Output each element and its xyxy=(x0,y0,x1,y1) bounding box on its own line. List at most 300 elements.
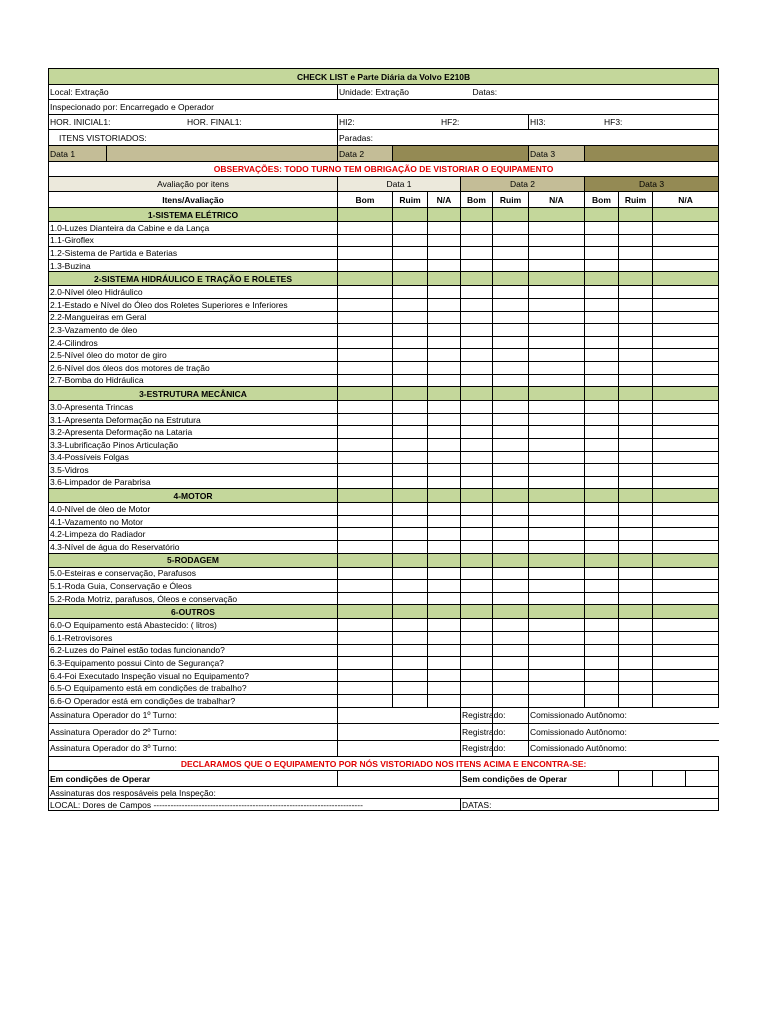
check-cell[interactable] xyxy=(493,247,529,260)
check-cell[interactable] xyxy=(393,632,428,645)
datas-field[interactable]: Datas: xyxy=(461,85,719,100)
horimetro-row-1[interactable] xyxy=(49,115,338,130)
sem-condicoes-box[interactable] xyxy=(653,771,686,787)
check-cell[interactable] xyxy=(585,657,619,670)
check-cell[interactable] xyxy=(653,336,719,349)
data3-field[interactable] xyxy=(585,146,719,162)
check-cell[interactable] xyxy=(619,361,653,374)
check-cell[interactable] xyxy=(461,298,493,311)
check-cell[interactable] xyxy=(393,503,428,516)
check-cell[interactable] xyxy=(619,438,653,451)
check-cell[interactable] xyxy=(338,632,393,645)
check-cell[interactable] xyxy=(619,580,653,593)
check-cell[interactable] xyxy=(493,476,529,489)
check-cell[interactable] xyxy=(619,401,653,414)
check-cell[interactable] xyxy=(493,503,529,516)
signature-field[interactable] xyxy=(338,740,461,757)
check-cell[interactable] xyxy=(653,464,719,477)
assinaturas-field[interactable]: Assinaturas dos resposáveis pela Inspeção: xyxy=(49,787,719,799)
check-cell[interactable] xyxy=(529,286,585,299)
check-cell[interactable] xyxy=(585,374,619,387)
check-cell[interactable] xyxy=(338,451,393,464)
check-cell[interactable] xyxy=(529,374,585,387)
check-cell[interactable] xyxy=(585,644,619,657)
check-cell[interactable] xyxy=(653,695,719,708)
data2-field[interactable] xyxy=(393,146,529,162)
check-cell[interactable] xyxy=(619,311,653,324)
check-cell[interactable] xyxy=(393,695,428,708)
check-cell[interactable] xyxy=(585,286,619,299)
check-cell[interactable] xyxy=(461,374,493,387)
check-cell[interactable] xyxy=(461,311,493,324)
check-cell[interactable] xyxy=(585,247,619,260)
check-cell[interactable] xyxy=(653,311,719,324)
check-cell[interactable] xyxy=(338,311,393,324)
check-cell[interactable] xyxy=(461,632,493,645)
check-cell[interactable] xyxy=(393,361,428,374)
inspecionado-field[interactable]: Inspecionado por: Encarregado e Operador xyxy=(49,100,719,115)
check-cell[interactable] xyxy=(393,541,428,554)
check-cell[interactable] xyxy=(428,476,461,489)
check-cell[interactable] xyxy=(338,324,393,337)
check-cell[interactable] xyxy=(428,644,461,657)
check-cell[interactable] xyxy=(393,567,428,580)
check-cell[interactable] xyxy=(653,619,719,632)
check-cell[interactable] xyxy=(428,619,461,632)
horimetro-row-2[interactable] xyxy=(338,115,529,130)
check-cell[interactable] xyxy=(653,426,719,439)
check-cell[interactable] xyxy=(493,528,529,541)
check-cell[interactable] xyxy=(338,541,393,554)
check-cell[interactable] xyxy=(428,567,461,580)
check-cell[interactable] xyxy=(585,298,619,311)
unidade-field[interactable]: Unidade: Extração xyxy=(338,85,461,100)
check-cell[interactable] xyxy=(653,476,719,489)
check-cell[interactable] xyxy=(428,401,461,414)
check-cell[interactable] xyxy=(529,528,585,541)
check-cell[interactable] xyxy=(653,374,719,387)
check-cell[interactable] xyxy=(428,413,461,426)
local-field[interactable]: Local: Extração xyxy=(49,85,338,100)
check-cell[interactable] xyxy=(493,401,529,414)
check-cell[interactable] xyxy=(461,259,493,272)
check-cell[interactable] xyxy=(529,567,585,580)
check-cell[interactable] xyxy=(653,528,719,541)
check-cell[interactable] xyxy=(529,669,585,682)
check-cell[interactable] xyxy=(529,682,585,695)
check-cell[interactable] xyxy=(338,669,393,682)
check-cell[interactable] xyxy=(428,657,461,670)
check-cell[interactable] xyxy=(393,222,428,235)
check-cell[interactable] xyxy=(338,438,393,451)
check-cell[interactable] xyxy=(428,682,461,695)
check-cell[interactable] xyxy=(493,567,529,580)
check-cell[interactable] xyxy=(619,619,653,632)
check-cell[interactable] xyxy=(493,426,529,439)
check-cell[interactable] xyxy=(393,413,428,426)
check-cell[interactable] xyxy=(585,311,619,324)
check-cell[interactable] xyxy=(529,324,585,337)
check-cell[interactable] xyxy=(428,324,461,337)
check-cell[interactable] xyxy=(585,515,619,528)
check-cell[interactable] xyxy=(461,592,493,605)
check-cell[interactable] xyxy=(585,349,619,362)
check-cell[interactable] xyxy=(393,515,428,528)
check-cell[interactable] xyxy=(529,503,585,516)
check-cell[interactable] xyxy=(493,619,529,632)
check-cell[interactable] xyxy=(529,476,585,489)
check-cell[interactable] xyxy=(493,464,529,477)
check-cell[interactable] xyxy=(585,426,619,439)
check-cell[interactable] xyxy=(393,682,428,695)
check-cell[interactable] xyxy=(461,286,493,299)
check-cell[interactable] xyxy=(653,580,719,593)
check-cell[interactable] xyxy=(338,476,393,489)
check-cell[interactable] xyxy=(585,669,619,682)
check-cell[interactable] xyxy=(653,234,719,247)
check-cell[interactable] xyxy=(461,361,493,374)
paradas-field[interactable]: Paradas: xyxy=(338,130,719,146)
check-cell[interactable] xyxy=(529,632,585,645)
check-cell[interactable] xyxy=(493,682,529,695)
check-cell[interactable] xyxy=(653,632,719,645)
check-cell[interactable] xyxy=(585,324,619,337)
check-cell[interactable] xyxy=(461,580,493,593)
check-cell[interactable] xyxy=(461,413,493,426)
check-cell[interactable] xyxy=(461,438,493,451)
check-cell[interactable] xyxy=(585,413,619,426)
check-cell[interactable] xyxy=(493,451,529,464)
check-cell[interactable] xyxy=(619,247,653,260)
check-cell[interactable] xyxy=(393,592,428,605)
check-cell[interactable] xyxy=(585,541,619,554)
check-cell[interactable] xyxy=(529,657,585,670)
check-cell[interactable] xyxy=(653,451,719,464)
check-cell[interactable] xyxy=(393,336,428,349)
check-cell[interactable] xyxy=(428,234,461,247)
check-cell[interactable] xyxy=(493,311,529,324)
check-cell[interactable] xyxy=(393,644,428,657)
check-cell[interactable] xyxy=(338,401,393,414)
check-cell[interactable] xyxy=(393,426,428,439)
check-cell[interactable] xyxy=(338,247,393,260)
check-cell[interactable] xyxy=(653,567,719,580)
check-cell[interactable] xyxy=(619,528,653,541)
check-cell[interactable] xyxy=(653,324,719,337)
check-cell[interactable] xyxy=(338,464,393,477)
check-cell[interactable] xyxy=(428,632,461,645)
check-cell[interactable] xyxy=(461,682,493,695)
check-cell[interactable] xyxy=(428,259,461,272)
check-cell[interactable] xyxy=(393,657,428,670)
check-cell[interactable] xyxy=(428,541,461,554)
check-cell[interactable] xyxy=(529,695,585,708)
check-cell[interactable] xyxy=(585,503,619,516)
check-cell[interactable] xyxy=(338,619,393,632)
check-cell[interactable] xyxy=(493,222,529,235)
check-cell[interactable] xyxy=(461,695,493,708)
check-cell[interactable] xyxy=(338,695,393,708)
check-cell[interactable] xyxy=(653,503,719,516)
check-cell[interactable] xyxy=(338,592,393,605)
check-cell[interactable] xyxy=(393,476,428,489)
check-cell[interactable] xyxy=(619,644,653,657)
check-cell[interactable] xyxy=(619,592,653,605)
check-cell[interactable] xyxy=(393,324,428,337)
check-cell[interactable] xyxy=(619,298,653,311)
check-cell[interactable] xyxy=(461,541,493,554)
check-cell[interactable] xyxy=(428,438,461,451)
check-cell[interactable] xyxy=(619,695,653,708)
check-cell[interactable] xyxy=(428,247,461,260)
sem-condicoes-box[interactable] xyxy=(619,771,653,787)
check-cell[interactable] xyxy=(393,619,428,632)
check-cell[interactable] xyxy=(653,298,719,311)
data1-field[interactable] xyxy=(107,146,338,162)
check-cell[interactable] xyxy=(393,374,428,387)
check-cell[interactable] xyxy=(461,349,493,362)
check-cell[interactable] xyxy=(585,361,619,374)
check-cell[interactable] xyxy=(428,222,461,235)
check-cell[interactable] xyxy=(529,311,585,324)
check-cell[interactable] xyxy=(338,361,393,374)
check-cell[interactable] xyxy=(461,644,493,657)
check-cell[interactable] xyxy=(653,286,719,299)
check-cell[interactable] xyxy=(493,592,529,605)
check-cell[interactable] xyxy=(428,464,461,477)
check-cell[interactable] xyxy=(585,464,619,477)
check-cell[interactable] xyxy=(619,286,653,299)
check-cell[interactable] xyxy=(619,503,653,516)
check-cell[interactable] xyxy=(653,515,719,528)
check-cell[interactable] xyxy=(619,682,653,695)
check-cell[interactable] xyxy=(461,234,493,247)
check-cell[interactable] xyxy=(585,476,619,489)
check-cell[interactable] xyxy=(428,374,461,387)
check-cell[interactable] xyxy=(653,644,719,657)
check-cell[interactable] xyxy=(393,349,428,362)
check-cell[interactable] xyxy=(393,286,428,299)
check-cell[interactable] xyxy=(461,464,493,477)
check-cell[interactable] xyxy=(653,682,719,695)
check-cell[interactable] xyxy=(461,657,493,670)
check-cell[interactable] xyxy=(619,349,653,362)
check-cell[interactable] xyxy=(393,580,428,593)
check-cell[interactable] xyxy=(653,669,719,682)
check-cell[interactable] xyxy=(493,644,529,657)
check-cell[interactable] xyxy=(461,567,493,580)
check-cell[interactable] xyxy=(585,567,619,580)
signature-field[interactable] xyxy=(338,707,461,724)
check-cell[interactable] xyxy=(619,476,653,489)
check-cell[interactable] xyxy=(529,247,585,260)
check-cell[interactable] xyxy=(338,515,393,528)
check-cell[interactable] xyxy=(493,657,529,670)
check-cell[interactable] xyxy=(338,413,393,426)
check-cell[interactable] xyxy=(338,298,393,311)
check-cell[interactable] xyxy=(393,669,428,682)
check-cell[interactable] xyxy=(619,657,653,670)
check-cell[interactable] xyxy=(653,657,719,670)
check-cell[interactable] xyxy=(653,222,719,235)
check-cell[interactable] xyxy=(428,311,461,324)
datas-footer-field[interactable]: DATAS: xyxy=(461,799,719,811)
check-cell[interactable] xyxy=(493,349,529,362)
check-cell[interactable] xyxy=(619,632,653,645)
check-cell[interactable] xyxy=(529,336,585,349)
sem-condicoes-box[interactable] xyxy=(686,771,719,787)
check-cell[interactable] xyxy=(461,401,493,414)
check-cell[interactable] xyxy=(461,503,493,516)
check-cell[interactable] xyxy=(393,234,428,247)
check-cell[interactable] xyxy=(493,336,529,349)
check-cell[interactable] xyxy=(493,374,529,387)
check-cell[interactable] xyxy=(619,336,653,349)
check-cell[interactable] xyxy=(493,259,529,272)
check-cell[interactable] xyxy=(338,567,393,580)
check-cell[interactable] xyxy=(585,695,619,708)
check-cell[interactable] xyxy=(461,336,493,349)
check-cell[interactable] xyxy=(393,401,428,414)
check-cell[interactable] xyxy=(428,361,461,374)
check-cell[interactable] xyxy=(529,644,585,657)
check-cell[interactable] xyxy=(529,592,585,605)
check-cell[interactable] xyxy=(619,515,653,528)
check-cell[interactable] xyxy=(428,669,461,682)
check-cell[interactable] xyxy=(338,259,393,272)
check-cell[interactable] xyxy=(338,374,393,387)
check-cell[interactable] xyxy=(461,476,493,489)
check-cell[interactable] xyxy=(529,438,585,451)
check-cell[interactable] xyxy=(529,361,585,374)
check-cell[interactable] xyxy=(428,426,461,439)
check-cell[interactable] xyxy=(529,619,585,632)
check-cell[interactable] xyxy=(428,592,461,605)
check-cell[interactable] xyxy=(461,451,493,464)
check-cell[interactable] xyxy=(393,451,428,464)
check-cell[interactable] xyxy=(585,580,619,593)
check-cell[interactable] xyxy=(493,298,529,311)
check-cell[interactable] xyxy=(653,541,719,554)
check-cell[interactable] xyxy=(493,515,529,528)
check-cell[interactable] xyxy=(619,567,653,580)
check-cell[interactable] xyxy=(338,426,393,439)
check-cell[interactable] xyxy=(529,451,585,464)
check-cell[interactable] xyxy=(393,438,428,451)
check-cell[interactable] xyxy=(619,541,653,554)
check-cell[interactable] xyxy=(493,580,529,593)
check-cell[interactable] xyxy=(493,669,529,682)
check-cell[interactable] xyxy=(585,438,619,451)
check-cell[interactable] xyxy=(653,247,719,260)
check-cell[interactable] xyxy=(393,464,428,477)
check-cell[interactable] xyxy=(338,336,393,349)
check-cell[interactable] xyxy=(529,515,585,528)
check-cell[interactable] xyxy=(428,451,461,464)
check-cell[interactable] xyxy=(653,349,719,362)
check-cell[interactable] xyxy=(585,451,619,464)
check-cell[interactable] xyxy=(393,298,428,311)
check-cell[interactable] xyxy=(338,503,393,516)
check-cell[interactable] xyxy=(585,528,619,541)
check-cell[interactable] xyxy=(461,222,493,235)
check-cell[interactable] xyxy=(493,632,529,645)
check-cell[interactable] xyxy=(461,426,493,439)
check-cell[interactable] xyxy=(529,222,585,235)
check-cell[interactable] xyxy=(393,311,428,324)
check-cell[interactable] xyxy=(493,438,529,451)
check-cell[interactable] xyxy=(493,413,529,426)
check-cell[interactable] xyxy=(585,401,619,414)
check-cell[interactable] xyxy=(338,657,393,670)
check-cell[interactable] xyxy=(428,528,461,541)
check-cell[interactable] xyxy=(461,247,493,260)
check-cell[interactable] xyxy=(529,349,585,362)
check-cell[interactable] xyxy=(493,695,529,708)
check-cell[interactable] xyxy=(619,669,653,682)
check-cell[interactable] xyxy=(338,580,393,593)
check-cell[interactable] xyxy=(529,413,585,426)
check-cell[interactable] xyxy=(653,401,719,414)
check-cell[interactable] xyxy=(428,503,461,516)
check-cell[interactable] xyxy=(428,695,461,708)
check-cell[interactable] xyxy=(428,286,461,299)
check-cell[interactable] xyxy=(461,324,493,337)
horimetro-row-3[interactable] xyxy=(529,115,719,130)
check-cell[interactable] xyxy=(585,222,619,235)
check-cell[interactable] xyxy=(461,528,493,541)
check-cell[interactable] xyxy=(338,286,393,299)
local-footer-field[interactable]: LOCAL: Dores de Campos -------------------------------------------------------------------------- xyxy=(49,799,461,811)
check-cell[interactable] xyxy=(461,669,493,682)
check-cell[interactable] xyxy=(653,361,719,374)
check-cell[interactable] xyxy=(338,234,393,247)
check-cell[interactable] xyxy=(529,401,585,414)
check-cell[interactable] xyxy=(493,361,529,374)
check-cell[interactable] xyxy=(393,247,428,260)
check-cell[interactable] xyxy=(585,336,619,349)
check-cell[interactable] xyxy=(653,438,719,451)
check-cell[interactable] xyxy=(428,349,461,362)
check-cell[interactable] xyxy=(493,324,529,337)
check-cell[interactable] xyxy=(428,298,461,311)
check-cell[interactable] xyxy=(428,515,461,528)
check-cell[interactable] xyxy=(585,619,619,632)
check-cell[interactable] xyxy=(529,298,585,311)
check-cell[interactable] xyxy=(653,592,719,605)
check-cell[interactable] xyxy=(338,222,393,235)
check-cell[interactable] xyxy=(338,528,393,541)
check-cell[interactable] xyxy=(585,632,619,645)
check-cell[interactable] xyxy=(529,234,585,247)
check-cell[interactable] xyxy=(493,541,529,554)
check-cell[interactable] xyxy=(393,259,428,272)
check-cell[interactable] xyxy=(529,464,585,477)
check-cell[interactable] xyxy=(529,541,585,554)
em-condicoes-box[interactable] xyxy=(338,771,461,787)
check-cell[interactable] xyxy=(619,426,653,439)
check-cell[interactable] xyxy=(619,234,653,247)
check-cell[interactable] xyxy=(428,580,461,593)
check-cell[interactable] xyxy=(529,259,585,272)
check-cell[interactable] xyxy=(585,259,619,272)
check-cell[interactable] xyxy=(653,259,719,272)
check-cell[interactable] xyxy=(585,234,619,247)
check-cell[interactable] xyxy=(428,336,461,349)
check-cell[interactable] xyxy=(493,286,529,299)
check-cell[interactable] xyxy=(619,413,653,426)
check-cell[interactable] xyxy=(461,619,493,632)
